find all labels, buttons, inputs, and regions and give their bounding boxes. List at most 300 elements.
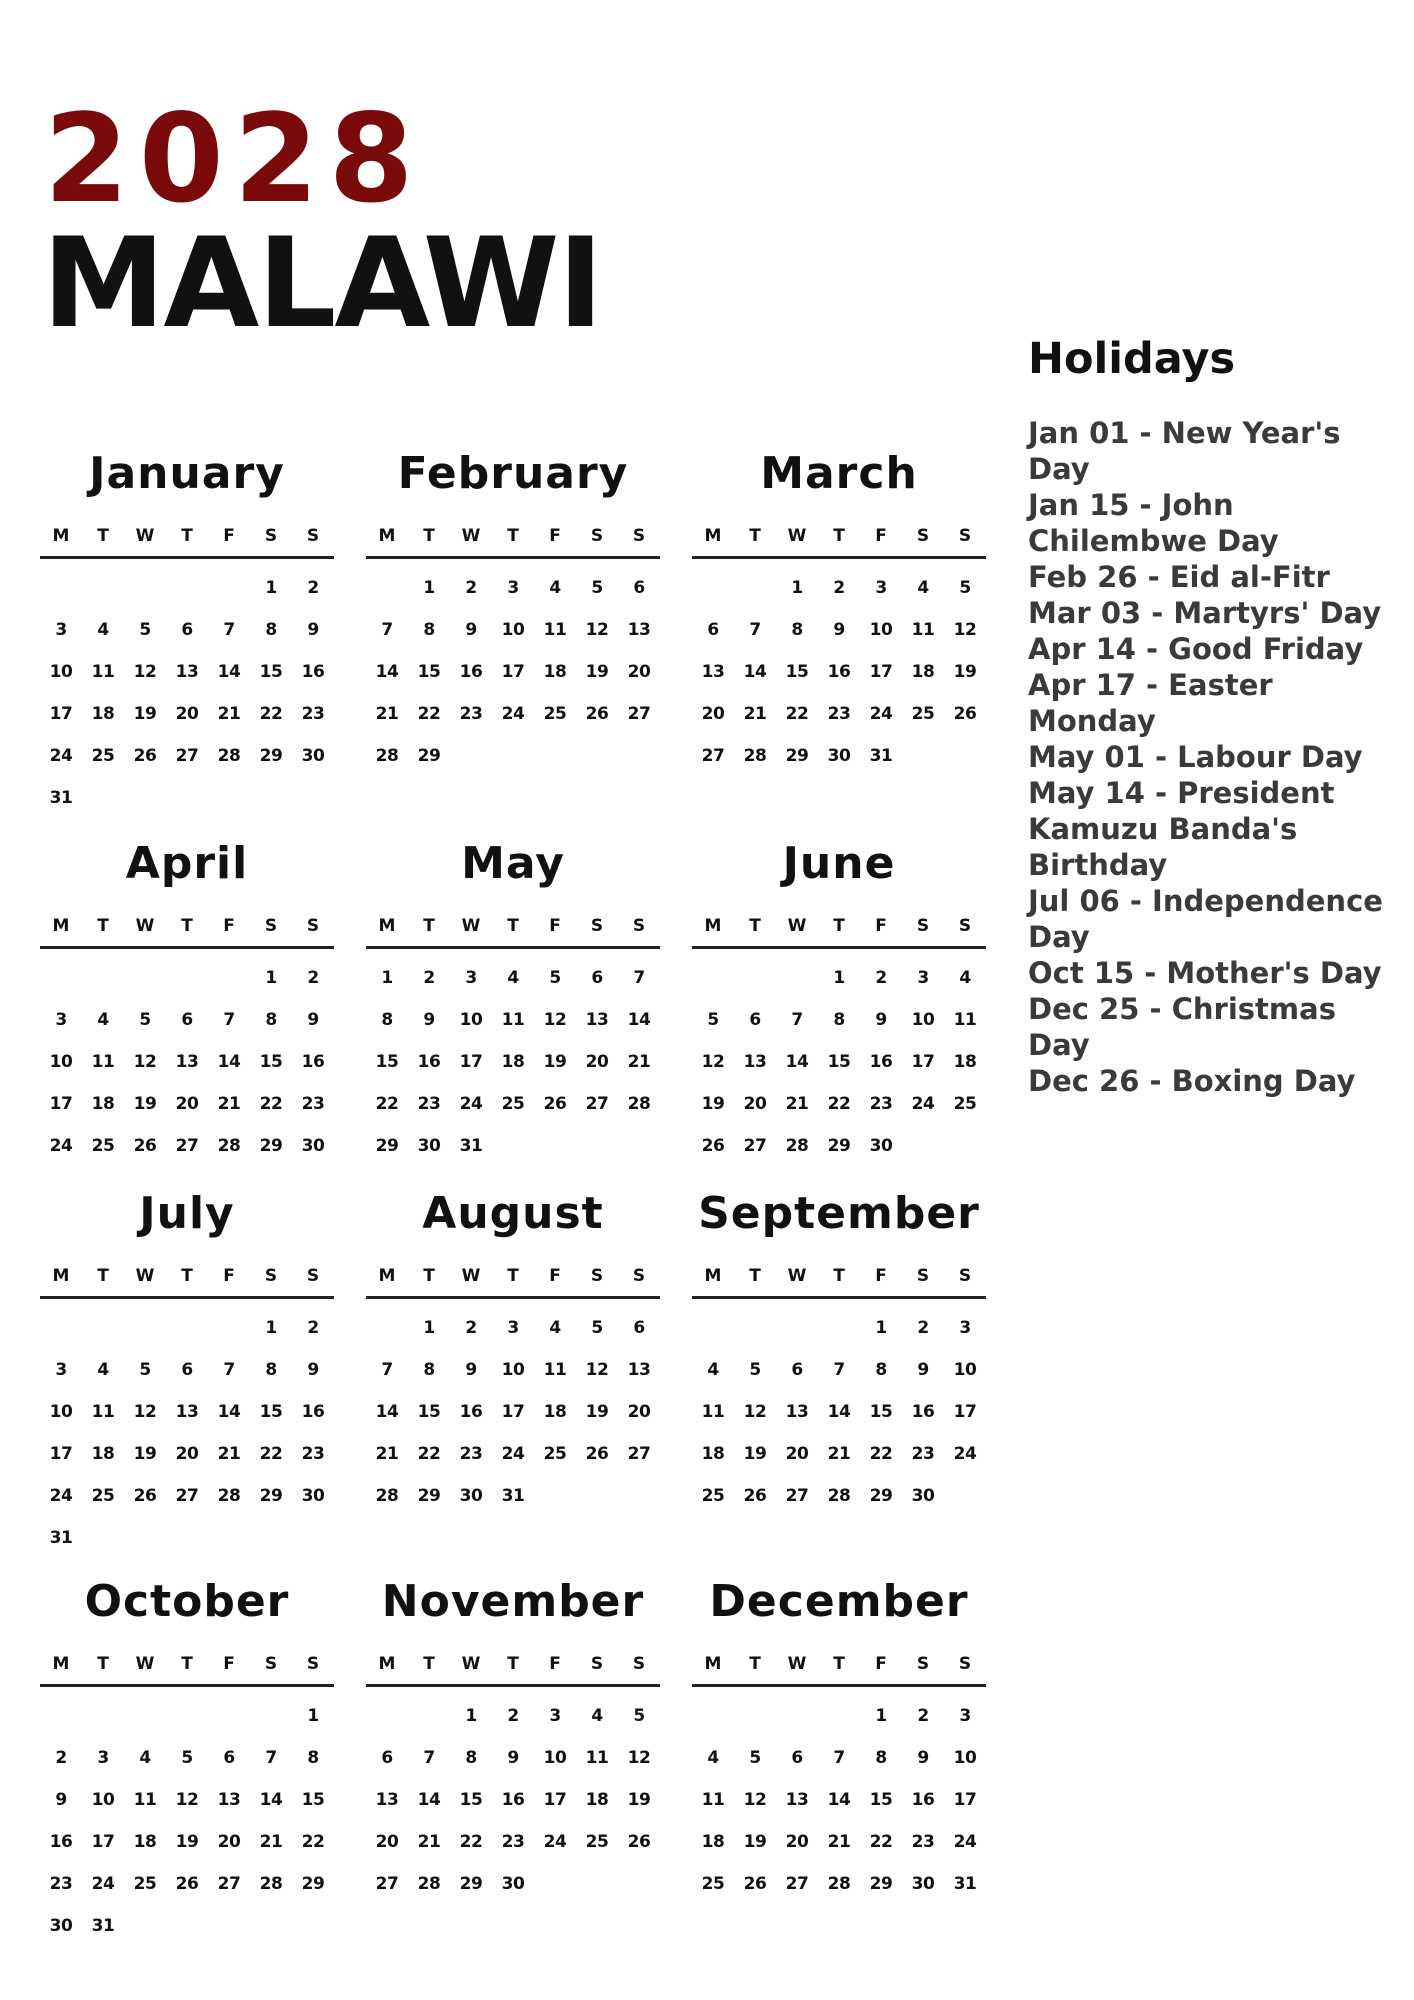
day-cell: 22 <box>259 1444 283 1464</box>
day-cell: 16 <box>301 1052 325 1072</box>
day-grid <box>40 1307 334 1559</box>
day-grid <box>40 1695 334 1947</box>
day-cell: 31 <box>91 1916 115 1936</box>
day-cell: 1 <box>465 1706 477 1726</box>
day-cell: 6 <box>181 1360 193 1380</box>
day-cell: 1 <box>423 578 435 598</box>
weekday-label: T <box>97 526 109 546</box>
day-cell: 25 <box>91 1136 115 1156</box>
day-cell: 15 <box>417 1402 441 1422</box>
day-cell: 23 <box>459 1444 483 1464</box>
day-cell: 26 <box>585 1444 609 1464</box>
day-cell: 8 <box>875 1748 887 1768</box>
day-cell: 23 <box>869 1094 893 1114</box>
day-cell: 24 <box>91 1874 115 1894</box>
day-cell: 28 <box>827 1486 851 1506</box>
day-cell: 8 <box>381 1010 393 1030</box>
weekday-label: S <box>590 916 604 936</box>
day-cell: 26 <box>585 704 609 724</box>
weekday-label: F <box>875 916 887 936</box>
day-cell: 11 <box>911 620 935 640</box>
day-cell: 13 <box>375 1790 399 1810</box>
day-cell: 14 <box>259 1790 283 1810</box>
day-cell: 6 <box>791 1360 803 1380</box>
day-cell: 17 <box>49 1444 73 1464</box>
day-cell: 13 <box>785 1790 809 1810</box>
empty-day-cell <box>250 1695 292 1737</box>
day-cell: 6 <box>223 1748 235 1768</box>
day-cell: 20 <box>701 704 725 724</box>
day-cell: 11 <box>585 1748 609 1768</box>
weekday-label: S <box>958 1654 972 1674</box>
day-cell: 10 <box>869 620 893 640</box>
day-cell: 17 <box>501 662 525 682</box>
weekday-label: T <box>833 526 845 546</box>
day-cell: 15 <box>869 1790 893 1810</box>
day-cell: 17 <box>543 1790 567 1810</box>
empty-day-cell <box>818 1695 860 1737</box>
day-cell: 29 <box>869 1486 893 1506</box>
weekday-label: S <box>590 1266 604 1286</box>
day-cell: 28 <box>827 1874 851 1894</box>
day-cell: 25 <box>501 1094 525 1114</box>
day-cell: 27 <box>785 1874 809 1894</box>
day-cell: 1 <box>875 1706 887 1726</box>
day-cell: 10 <box>91 1790 115 1810</box>
weekday-label: W <box>461 1654 481 1674</box>
day-cell: 28 <box>217 1136 241 1156</box>
day-cell: 6 <box>749 1010 761 1030</box>
day-cell: 11 <box>701 1790 725 1810</box>
weekday-label: W <box>461 1266 481 1286</box>
day-cell: 6 <box>791 1748 803 1768</box>
day-cell: 3 <box>875 578 887 598</box>
day-cell: 4 <box>97 1010 109 1030</box>
weekday-label: T <box>97 916 109 936</box>
day-cell: 9 <box>465 1360 477 1380</box>
empty-day-cell <box>166 567 208 609</box>
day-cell: 28 <box>375 1486 399 1506</box>
empty-day-cell <box>692 567 734 609</box>
weekday-label: T <box>833 916 845 936</box>
weekday-label: F <box>875 1266 887 1286</box>
day-cell: 20 <box>175 704 199 724</box>
day-cell: 26 <box>133 746 157 766</box>
day-cell: 22 <box>827 1094 851 1114</box>
day-cell: 14 <box>827 1790 851 1810</box>
day-cell: 1 <box>265 968 277 988</box>
day-cell: 9 <box>307 1010 319 1030</box>
day-cell: 29 <box>827 1136 851 1156</box>
month-september <box>692 1188 986 1517</box>
day-cell: 12 <box>701 1052 725 1072</box>
day-cell: 8 <box>875 1360 887 1380</box>
month-name: June <box>782 838 896 889</box>
day-cell: 25 <box>133 1874 157 1894</box>
weekday-label: M <box>52 526 70 546</box>
weekday-header <box>692 1266 986 1299</box>
weekday-header <box>692 916 986 949</box>
empty-day-cell <box>818 1307 860 1349</box>
day-grid <box>692 1695 986 1905</box>
day-cell: 31 <box>49 1528 73 1548</box>
month-name: November <box>381 1576 645 1627</box>
day-cell: 9 <box>307 1360 319 1380</box>
day-cell: 5 <box>633 1706 645 1726</box>
weekday-label: M <box>704 1654 722 1674</box>
day-cell: 25 <box>701 1874 725 1894</box>
day-cell: 23 <box>911 1444 935 1464</box>
empty-day-cell <box>734 957 776 999</box>
weekday-label: W <box>135 1266 155 1286</box>
holiday-item: Jul 06 - Independence Day <box>1028 884 1383 954</box>
day-cell: 9 <box>55 1790 67 1810</box>
day-cell: 3 <box>507 1318 519 1338</box>
empty-day-cell <box>366 1307 408 1349</box>
day-cell: 26 <box>133 1486 157 1506</box>
day-cell: 2 <box>307 578 319 598</box>
empty-day-cell <box>82 957 124 999</box>
holiday-item: Dec 25 - Christmas Day <box>1028 992 1336 1062</box>
weekday-label: F <box>223 1266 235 1286</box>
day-cell: 4 <box>139 1748 151 1768</box>
day-cell: 5 <box>591 1318 603 1338</box>
day-cell: 5 <box>549 968 561 988</box>
day-cell: 24 <box>953 1832 977 1852</box>
day-cell: 17 <box>459 1052 483 1072</box>
weekday-label: F <box>549 526 561 546</box>
day-cell: 14 <box>743 662 767 682</box>
empty-day-cell <box>166 957 208 999</box>
day-cell: 18 <box>543 1402 567 1422</box>
weekday-label: F <box>549 916 561 936</box>
empty-day-cell <box>734 1307 776 1349</box>
weekday-label: T <box>507 916 519 936</box>
empty-day-cell <box>124 1307 166 1349</box>
weekday-label: T <box>181 1266 193 1286</box>
day-cell: 28 <box>375 746 399 766</box>
day-cell: 18 <box>911 662 935 682</box>
day-grid <box>40 567 334 819</box>
day-cell: 30 <box>501 1874 525 1894</box>
day-cell: 14 <box>417 1790 441 1810</box>
empty-day-cell <box>366 1695 408 1737</box>
day-cell: 16 <box>459 1402 483 1422</box>
empty-day-cell <box>208 957 250 999</box>
day-cell: 7 <box>833 1748 845 1768</box>
day-cell: 30 <box>911 1874 935 1894</box>
day-cell: 19 <box>743 1444 767 1464</box>
month-name: August <box>422 1188 604 1239</box>
empty-day-cell <box>82 1307 124 1349</box>
empty-day-cell <box>734 1695 776 1737</box>
day-cell: 8 <box>423 620 435 640</box>
day-cell: 2 <box>465 578 477 598</box>
weekday-label: M <box>378 1654 396 1674</box>
month-name: July <box>139 1188 235 1239</box>
day-cell: 29 <box>869 1874 893 1894</box>
day-cell: 2 <box>507 1706 519 1726</box>
weekday-label: M <box>704 1266 722 1286</box>
day-cell: 11 <box>91 662 115 682</box>
day-cell: 15 <box>375 1052 399 1072</box>
day-cell: 5 <box>749 1748 761 1768</box>
day-cell: 21 <box>827 1832 851 1852</box>
day-cell: 29 <box>259 1486 283 1506</box>
day-cell: 20 <box>627 662 651 682</box>
day-cell: 8 <box>265 1010 277 1030</box>
weekday-label: S <box>306 1266 320 1286</box>
day-cell: 25 <box>543 704 567 724</box>
day-cell: 27 <box>175 746 199 766</box>
day-cell: 31 <box>459 1136 483 1156</box>
day-cell: 14 <box>785 1052 809 1072</box>
day-cell: 3 <box>55 1360 67 1380</box>
day-cell: 27 <box>743 1136 767 1156</box>
weekday-header <box>366 526 660 559</box>
day-cell: 21 <box>217 704 241 724</box>
weekday-label: S <box>632 1266 646 1286</box>
empty-day-cell <box>734 567 776 609</box>
day-cell: 6 <box>707 620 719 640</box>
day-cell: 10 <box>543 1748 567 1768</box>
day-cell: 9 <box>307 620 319 640</box>
day-cell: 20 <box>785 1444 809 1464</box>
day-cell: 1 <box>381 968 393 988</box>
day-cell: 16 <box>301 662 325 682</box>
day-cell: 12 <box>743 1402 767 1422</box>
day-cell: 22 <box>869 1444 893 1464</box>
day-cell: 30 <box>459 1486 483 1506</box>
weekday-label: S <box>916 1266 930 1286</box>
day-cell: 4 <box>591 1706 603 1726</box>
month-december <box>692 1576 986 1905</box>
day-cell: 9 <box>423 1010 435 1030</box>
day-cell: 10 <box>911 1010 935 1030</box>
day-cell: 31 <box>49 788 73 808</box>
day-cell: 1 <box>791 578 803 598</box>
weekday-label: W <box>135 916 155 936</box>
holidays-title: Holidays <box>1028 334 1236 384</box>
day-cell: 10 <box>501 1360 525 1380</box>
day-cell: 20 <box>175 1444 199 1464</box>
day-cell: 15 <box>869 1402 893 1422</box>
day-cell: 10 <box>49 1402 73 1422</box>
weekday-label: M <box>378 526 396 546</box>
day-cell: 20 <box>375 1832 399 1852</box>
month-january <box>40 448 334 819</box>
day-cell: 15 <box>259 662 283 682</box>
holidays-panel <box>1028 334 1400 1099</box>
day-cell: 1 <box>307 1706 319 1726</box>
day-cell: 16 <box>501 1790 525 1810</box>
holidays-list <box>1028 415 1400 1099</box>
day-cell: 19 <box>627 1790 651 1810</box>
day-cell: 15 <box>827 1052 851 1072</box>
day-grid <box>40 957 334 1167</box>
day-cell: 14 <box>627 1010 651 1030</box>
day-cell: 18 <box>585 1790 609 1810</box>
empty-day-cell <box>366 567 408 609</box>
weekday-label: F <box>875 1654 887 1674</box>
day-cell: 14 <box>375 1402 399 1422</box>
day-cell: 4 <box>707 1748 719 1768</box>
day-cell: 22 <box>869 1832 893 1852</box>
day-cell: 7 <box>633 968 645 988</box>
day-cell: 25 <box>953 1094 977 1114</box>
day-cell: 5 <box>139 620 151 640</box>
day-cell: 29 <box>259 746 283 766</box>
empty-day-cell <box>166 1695 208 1737</box>
day-cell: 26 <box>627 1832 651 1852</box>
weekday-label: F <box>875 526 887 546</box>
day-cell: 23 <box>49 1874 73 1894</box>
weekday-label: W <box>787 1266 807 1286</box>
day-cell: 30 <box>869 1136 893 1156</box>
day-cell: 16 <box>417 1052 441 1072</box>
weekday-label: W <box>787 916 807 936</box>
day-cell: 13 <box>585 1010 609 1030</box>
day-cell: 13 <box>175 1052 199 1072</box>
day-cell: 28 <box>785 1136 809 1156</box>
day-cell: 8 <box>307 1748 319 1768</box>
day-cell: 9 <box>917 1748 929 1768</box>
day-cell: 20 <box>627 1402 651 1422</box>
weekday-label: S <box>264 1266 278 1286</box>
weekday-label: S <box>632 526 646 546</box>
weekday-label: M <box>378 916 396 936</box>
day-cell: 27 <box>217 1874 241 1894</box>
day-cell: 3 <box>959 1318 971 1338</box>
day-cell: 24 <box>501 1444 525 1464</box>
day-cell: 9 <box>465 620 477 640</box>
weekday-label: F <box>223 916 235 936</box>
month-march <box>692 448 986 777</box>
day-cell: 19 <box>585 662 609 682</box>
day-cell: 15 <box>785 662 809 682</box>
day-cell: 18 <box>501 1052 525 1072</box>
weekday-label: F <box>223 1654 235 1674</box>
day-cell: 19 <box>175 1832 199 1852</box>
day-cell: 27 <box>175 1486 199 1506</box>
day-cell: 21 <box>627 1052 651 1072</box>
day-cell: 2 <box>917 1706 929 1726</box>
day-cell: 11 <box>133 1790 157 1810</box>
day-cell: 16 <box>911 1790 935 1810</box>
day-cell: 12 <box>133 1402 157 1422</box>
day-cell: 18 <box>701 1832 725 1852</box>
day-cell: 2 <box>465 1318 477 1338</box>
day-cell: 30 <box>301 746 325 766</box>
month-november <box>366 1576 660 1905</box>
day-grid <box>692 957 986 1167</box>
day-cell: 25 <box>911 704 935 724</box>
day-cell: 4 <box>917 578 929 598</box>
day-cell: 3 <box>55 1010 67 1030</box>
day-cell: 23 <box>301 1094 325 1114</box>
day-cell: 30 <box>417 1136 441 1156</box>
weekday-label: M <box>52 1654 70 1674</box>
month-name: December <box>709 1576 969 1627</box>
holiday-item: May 01 - Labour Day <box>1028 740 1363 774</box>
day-cell: 30 <box>301 1136 325 1156</box>
holiday-item: Apr 14 - Good Friday <box>1028 632 1364 666</box>
day-cell: 26 <box>133 1136 157 1156</box>
day-cell: 24 <box>49 1136 73 1156</box>
day-cell: 27 <box>375 1874 399 1894</box>
day-cell: 26 <box>743 1874 767 1894</box>
weekday-label: T <box>507 1266 519 1286</box>
day-cell: 29 <box>417 1486 441 1506</box>
day-cell: 21 <box>417 1832 441 1852</box>
month-name: May <box>461 838 565 889</box>
day-cell: 28 <box>743 746 767 766</box>
weekday-label: T <box>181 1654 193 1674</box>
weekday-header <box>366 916 660 949</box>
day-cell: 16 <box>911 1402 935 1422</box>
day-cell: 25 <box>585 1832 609 1852</box>
month-april <box>40 838 334 1167</box>
weekday-label: S <box>958 1266 972 1286</box>
day-cell: 4 <box>97 620 109 640</box>
day-grid <box>366 1695 660 1905</box>
day-cell: 5 <box>591 578 603 598</box>
day-cell: 24 <box>459 1094 483 1114</box>
day-cell: 20 <box>217 1832 241 1852</box>
day-cell: 24 <box>543 1832 567 1852</box>
day-cell: 3 <box>959 1706 971 1726</box>
day-cell: 12 <box>133 662 157 682</box>
day-cell: 18 <box>953 1052 977 1072</box>
weekday-label: T <box>749 526 761 546</box>
weekday-label: T <box>423 1654 435 1674</box>
holiday-item: Dec 26 - Boxing Day <box>1028 1064 1356 1098</box>
day-cell: 19 <box>701 1094 725 1114</box>
day-cell: 3 <box>917 968 929 988</box>
day-cell: 3 <box>97 1748 109 1768</box>
day-cell: 27 <box>701 746 725 766</box>
weekday-label: S <box>632 1654 646 1674</box>
day-cell: 7 <box>223 1360 235 1380</box>
day-cell: 5 <box>959 578 971 598</box>
day-cell: 24 <box>869 704 893 724</box>
day-cell: 1 <box>265 578 277 598</box>
day-cell: 18 <box>91 1094 115 1114</box>
weekday-label: S <box>306 526 320 546</box>
holiday-item: Feb 26 - Eid al-Fitr <box>1028 560 1330 594</box>
day-cell: 6 <box>591 968 603 988</box>
day-cell: 5 <box>749 1360 761 1380</box>
day-cell: 3 <box>55 620 67 640</box>
empty-day-cell <box>40 1307 82 1349</box>
day-cell: 19 <box>543 1052 567 1072</box>
month-july <box>40 1188 334 1559</box>
day-cell: 8 <box>265 620 277 640</box>
day-cell: 4 <box>97 1360 109 1380</box>
day-cell: 22 <box>259 1094 283 1114</box>
day-cell: 19 <box>133 1444 157 1464</box>
day-cell: 27 <box>627 1444 651 1464</box>
day-cell: 14 <box>217 1052 241 1072</box>
day-cell: 1 <box>423 1318 435 1338</box>
day-cell: 9 <box>917 1360 929 1380</box>
day-cell: 23 <box>301 1444 325 1464</box>
day-cell: 8 <box>265 1360 277 1380</box>
day-cell: 7 <box>223 1010 235 1030</box>
day-cell: 16 <box>827 662 851 682</box>
day-cell: 14 <box>217 1402 241 1422</box>
day-cell: 10 <box>49 662 73 682</box>
